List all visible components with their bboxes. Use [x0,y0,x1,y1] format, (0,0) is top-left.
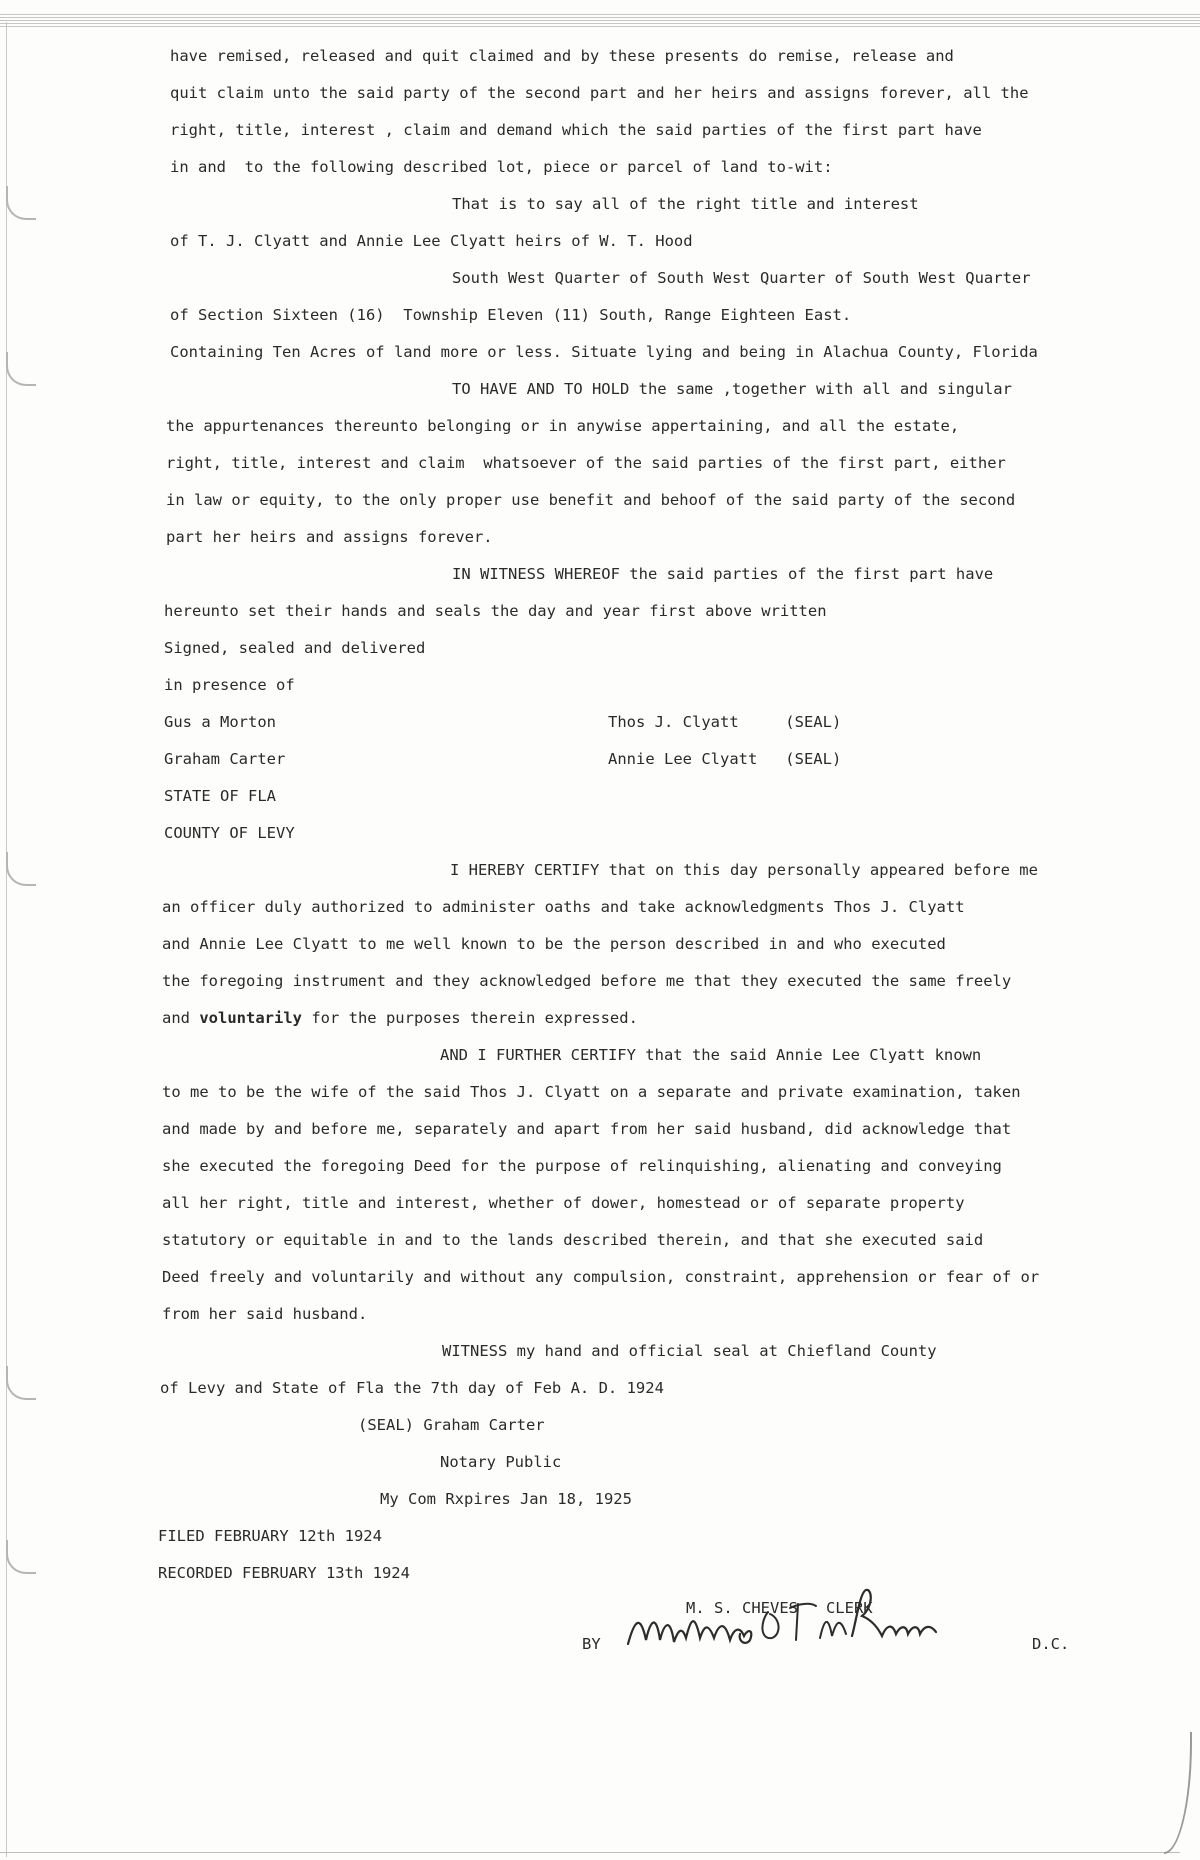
text-line: right, title, interest and claim whatsoever of the said parties of the first part, either [166,454,1006,472]
text-line: have remised, released and quit claimed and by these presents do remise, release and [170,47,954,65]
text-line [162,1008,638,1028]
text-line: I HEREBY CERTIFY that on this day personally appeared before me [450,861,1038,879]
clerk-name: M. S. CHEVES CLERK [686,1599,873,1617]
text-line: the appurtenances thereunto belonging or in anywise appertaining, and all the estate, [166,417,960,435]
text-line: South West Quarter of South West Quarter of South West Quarter [452,269,1031,287]
text-fragment: for the purposes therein expressed. [301,1009,638,1027]
text-line: Signed, sealed and delivered [164,639,426,657]
witness-name: Graham Carter [164,750,286,768]
binder-hole-mark [6,1366,36,1400]
binder-hole-mark [6,352,36,386]
by-label: BY [582,1635,601,1653]
text-fragment: and [162,1009,200,1027]
text-line: hereunto set their hands and seals the day and year first above written [164,602,827,620]
text-line: in and to the following described lot, piece or parcel of land to-wit: [170,158,833,176]
text-line: in presence of [164,676,295,694]
handwritten-signature [620,1582,950,1660]
text-line: the foregoing instrument and they acknowledged before me that they executed the same freely [162,972,1012,990]
left-margin-line [6,22,7,1857]
text-line: Containing Ten Acres of land more or less. Situate lying and being in Alachua County, Florida [170,343,1038,361]
text-line: AND I FURTHER CERTIFY that the said Annie Lee Clyatt known [440,1046,982,1064]
text-line: to me to be the wife of the said Thos J. Clyatt on a separate and private examination, taken [162,1083,1021,1101]
text-line: quit claim unto the said party of the second part and her heirs and assigns forever, all the [170,84,1029,102]
text-line: statutory or equitable in and to the lands described therein, and that she executed said [162,1231,984,1249]
notary-name: (SEAL) Graham Carter [358,1416,545,1434]
text-line: and Annie Lee Clyatt to me well known to be the person described in and who executed [162,935,946,953]
text-line: all her right, title and interest, whether of dower, homestead or of separate property [162,1194,965,1212]
witness-name: Gus a Morton [164,713,276,731]
filed-date: FILED FEBRUARY 12th 1924 [158,1527,382,1545]
text-line: Deed freely and voluntarily and without any compulsion, constraint, apprehension or fear of or [162,1268,1040,1286]
text-line: from her said husband. [162,1305,368,1323]
signer-name: Thos J. Clyatt (SEAL) [608,713,842,731]
text-line: right, title, interest , claim and demand which the said parties of the first part have [170,121,982,139]
commission-expiry: My Com Rxpires Jan 18, 1925 [380,1490,632,1508]
page-curl-edge [1164,1732,1192,1854]
binder-hole-mark [6,1540,36,1574]
notary-title: Notary Public [440,1453,562,1471]
top-edge-rule [0,14,1200,28]
text-line: she executed the foregoing Deed for the purpose of relinquishing, alienating and conveying [162,1157,1002,1175]
text-line: an officer duly authorized to administer oaths and take acknowledgments Thos J. Clyatt [162,898,965,916]
text-line: and made by and before me, separately and apart from her said husband, did acknowledge that [162,1120,1012,1138]
text-line: of T. J. Clyatt and Annie Lee Clyatt heirs of W. T. Hood [170,232,693,250]
text-line: WITNESS my hand and official seal at Chiefland County [442,1342,937,1360]
text-line: That is to say all of the right title and interest [452,195,919,213]
state-heading: STATE OF FLA [164,787,276,805]
text-line: in law or equity, to the only proper use benefit and behoof of the said party of the second [166,491,1016,509]
text-line: part her heirs and assigns forever. [166,528,493,546]
text-line: IN WITNESS WHEREOF the said parties of the first part have [452,565,994,583]
text-line: of Section Sixteen (16) Township Eleven (11) South, Range Eighteen East. [170,306,852,324]
county-heading: COUNTY OF LEVY [164,824,295,842]
recorded-date: RECORDED FEBRUARY 13th 1924 [158,1564,410,1582]
bold-word: voluntarily [199,1009,302,1027]
binder-hole-mark [6,852,36,886]
deputy-clerk-abbrev: D.C. [1032,1635,1070,1653]
signer-name: Annie Lee Clyatt (SEAL) [608,750,842,768]
text-line: TO HAVE AND TO HOLD the same ,together with all and singular [452,380,1012,398]
bottom-edge-rule [0,1852,1180,1853]
text-line: of Levy and State of Fla the 7th day of Feb A. D. 1924 [160,1379,664,1397]
binder-hole-mark [6,186,36,220]
